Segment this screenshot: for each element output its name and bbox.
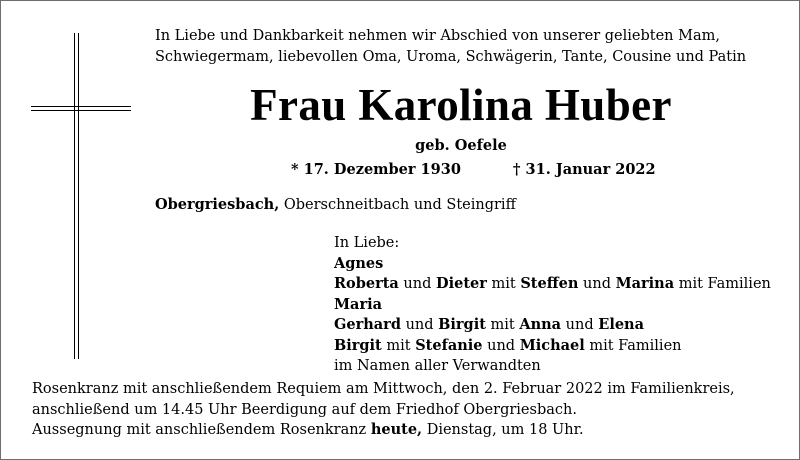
mourner-name: Anna [519, 316, 562, 333]
intro-line-1: In Liebe und Dankbarkeit nehmen wir Abschied von unserer geliebten Mam, [155, 28, 720, 44]
mourner-name: Marina [615, 275, 675, 292]
mourner-connector: mit Familien [674, 276, 771, 292]
mourner-connector: mit [381, 337, 416, 354]
mourner-line [334, 336, 771, 357]
places-line [155, 195, 516, 215]
mourner-connector: und [482, 337, 520, 354]
death-date: † 31. Januar 2022 [512, 161, 656, 178]
service-details [32, 379, 792, 441]
birth-date: * 17. Dezember 1930 [291, 161, 461, 178]
life-dates [291, 160, 656, 180]
mourner-connector: mit Familien [584, 337, 682, 354]
intro-line-2: Schwiegermam, liebevollen Oma, Uroma, Schwägerin, Tante, Cousine und Patin [155, 49, 747, 65]
intro-text [155, 26, 795, 68]
mourner-connector: mit [485, 317, 520, 333]
mourner-name: Birgit [438, 316, 486, 333]
mourners-list [334, 233, 771, 377]
mourner-name: Michael [519, 336, 585, 354]
cross-vertical-bar [74, 33, 79, 359]
mourner-connector: und [400, 317, 439, 333]
mourner-name: Maria [334, 295, 382, 313]
mourner-name: Roberta [334, 275, 399, 292]
service-line-3-post: Dienstag, um 18 Uhr. [422, 422, 584, 438]
mourner-line [334, 295, 771, 316]
mourners-heading: In Liebe: [334, 235, 400, 251]
mourner-name: Elena [598, 316, 644, 333]
mourner-name: Stefanie [415, 336, 483, 354]
service-line-3-pre: Aussegnung mit anschließendem Rosenkranz [32, 422, 371, 438]
mourner-name: Steffen [520, 275, 579, 292]
mourner-line [334, 315, 771, 336]
service-line-2: anschließend um 14.45 Uhr Beerdigung auf dem Friedhof Obergriesbach. [32, 401, 577, 418]
mourners-closing: im Namen aller Verwandten [334, 358, 541, 374]
mourner-line [334, 254, 771, 275]
mourner-name: Agnes [334, 254, 384, 272]
maiden-name: geb. Oefele [415, 137, 507, 154]
mourner-connector: und [578, 276, 616, 292]
mourner-connector: und [398, 276, 437, 292]
service-line-3-today: heute, [370, 421, 423, 438]
mourner-name: Birgit [334, 336, 382, 354]
mourner-line [334, 274, 771, 295]
cross-horizontal-bar [31, 106, 131, 111]
mourner-connector: und [561, 317, 599, 333]
deceased-name: Frau Karolina Huber [250, 80, 672, 130]
mourner-name: Dieter [436, 275, 487, 292]
service-line-1: Rosenkranz mit anschließendem Requiem am Mittwoch, den 2. Februar 2022 im Familienkreis, [32, 381, 735, 397]
place-others: Oberschneitbach und Steingriff [279, 197, 516, 213]
mourner-name: Gerhard [334, 316, 401, 333]
service-line-3 [32, 420, 792, 441]
place-main: Obergriesbach, [155, 196, 280, 213]
mourner-connector: mit [486, 276, 521, 292]
